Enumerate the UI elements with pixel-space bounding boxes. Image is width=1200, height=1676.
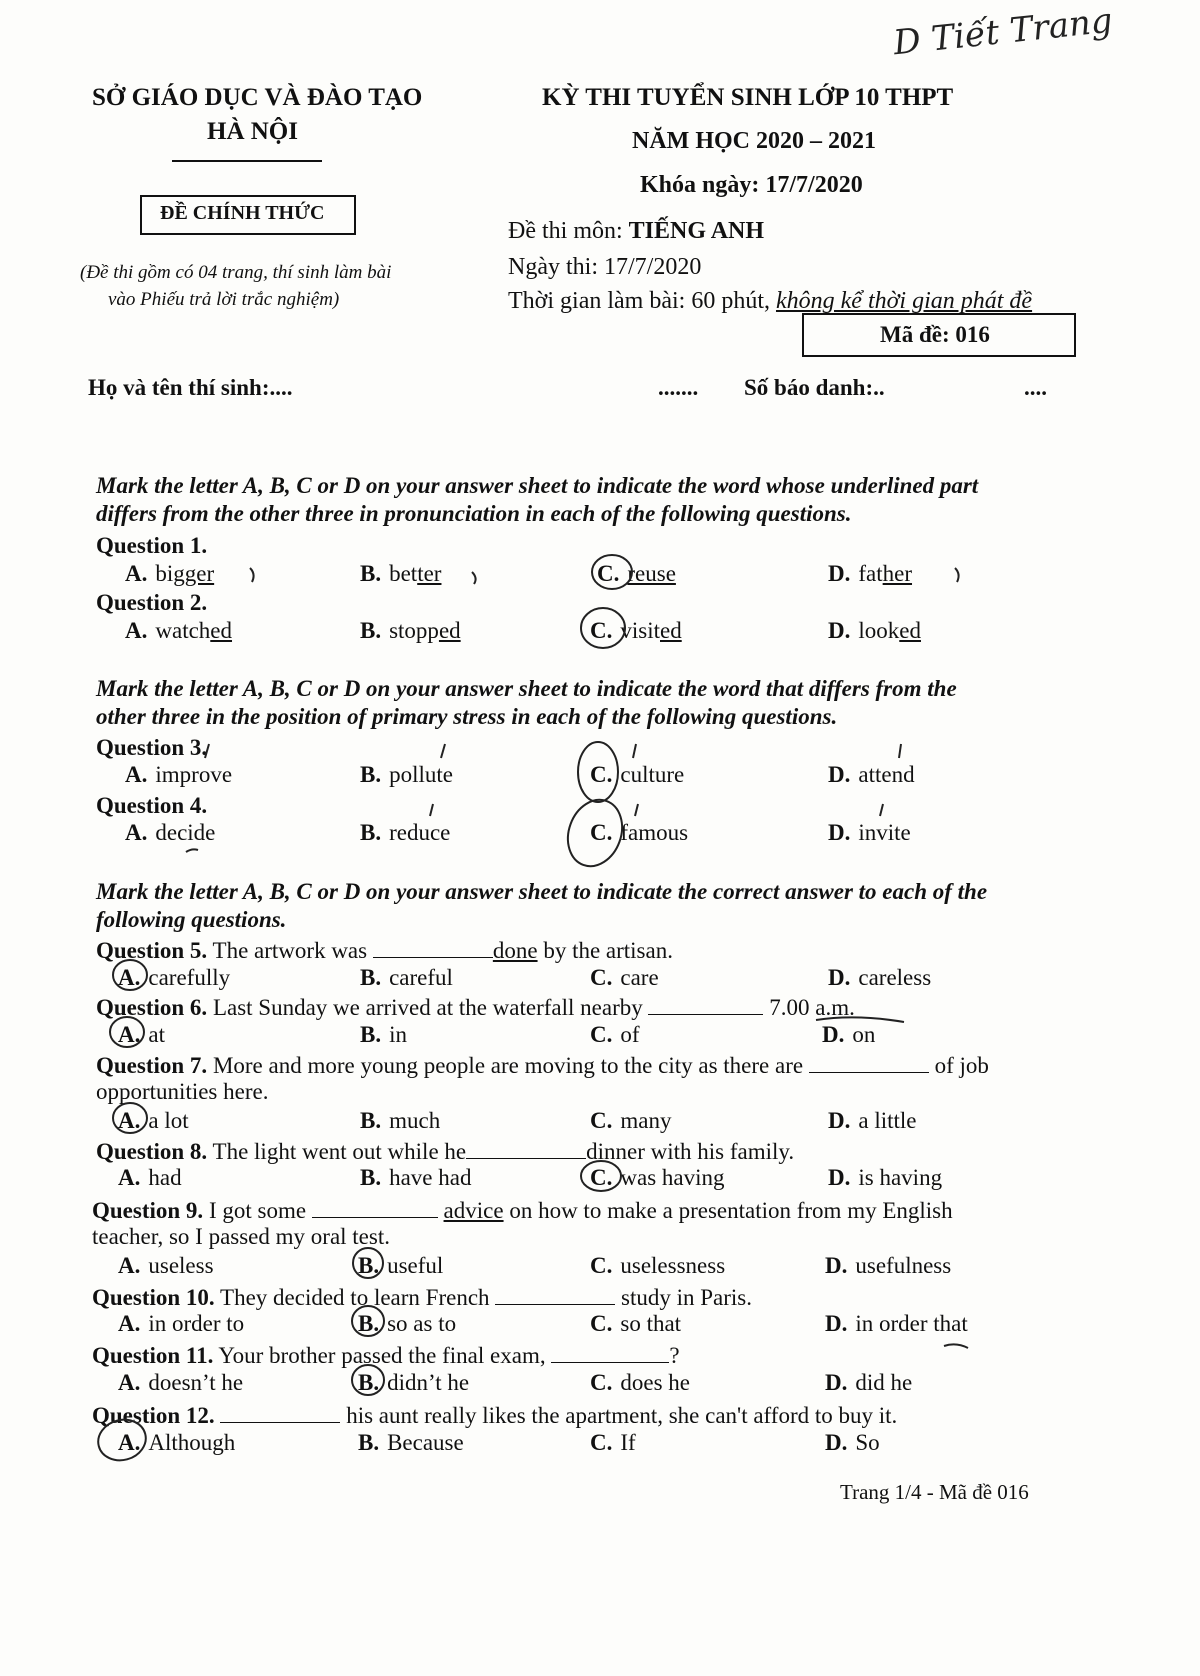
school-year: NĂM HỌC 2020 – 2021 <box>632 128 876 154</box>
answer-circle-q1 <box>592 555 632 589</box>
phonetic-note <box>955 568 959 582</box>
question-10-stem: Question 10. They decided to learn French study in Paris. <box>92 1285 753 1310</box>
answer-circle-q7 <box>113 1103 147 1133</box>
question-1-label: Question 1. <box>96 533 208 558</box>
q9-option-a[interactable]: A. useless <box>118 1253 214 1278</box>
answer-circle-q9 <box>353 1248 383 1278</box>
q2-option-d[interactable]: D. looked <box>828 618 921 643</box>
duration: Thời gian làm bài: 60 phút, <box>508 288 776 314</box>
q2-option-a[interactable]: A. watched <box>125 618 233 643</box>
section1-instruction-line1: Mark the letter A, B, C or D on your answer sheet to indicate the word whose underlined part <box>96 473 979 498</box>
stress-mark <box>899 744 901 758</box>
question-9-stem: Question 9. I got some advice on how to make a presentation from my English <box>92 1198 953 1223</box>
exam-note-line2: vào Phiếu trả lời trắc nghiệm) <box>108 289 340 310</box>
department-city: HÀ NỘI <box>207 118 298 145</box>
question-4-label: Question 4. <box>96 793 208 818</box>
q9-option-b[interactable]: B. useful <box>358 1253 444 1278</box>
q1-option-c[interactable]: C. reuse <box>597 561 676 586</box>
answer-circle-q2 <box>581 608 625 648</box>
subject-name: TIẾNG ANH <box>628 218 765 244</box>
q2-option-c[interactable]: C. visited <box>590 618 682 643</box>
q3-option-c[interactable]: C. culture <box>590 762 685 787</box>
question-7-line2: opportunities here. <box>96 1079 269 1104</box>
answer-circle-q11 <box>352 1365 384 1395</box>
question-5-stem: Question 5. The artwork was done by the artisan. <box>96 938 673 963</box>
section1-instruction-line2: differs from the other three in pronunciation in each of the following questions. <box>96 501 852 526</box>
stress-mark <box>441 744 445 758</box>
answer-circle-q3 <box>578 742 618 802</box>
phonetic-note <box>472 572 476 584</box>
section2-instruction-line2: other three in the position of primary stress in each of the following questions. <box>96 704 838 729</box>
question-7-stem: Question 7. More and more young people are moving to the city as there are of job <box>96 1053 989 1078</box>
q9-option-c[interactable]: C. uselessness <box>590 1253 726 1278</box>
q8-option-b[interactable]: B. have had <box>360 1165 472 1190</box>
q12-option-a[interactable]: A. Although <box>118 1430 236 1455</box>
q10-option-b[interactable]: B. so as to <box>358 1311 457 1336</box>
q9-option-d[interactable]: D. usefulness <box>825 1253 952 1278</box>
q7-option-a[interactable]: A. a lot <box>118 1108 189 1133</box>
q2-option-b[interactable]: B. stopped <box>360 618 461 643</box>
q12-option-c[interactable]: C. If <box>590 1430 636 1455</box>
q12-option-b[interactable]: B. Because <box>358 1430 464 1455</box>
duration-note: không kể thời gian phát đề <box>775 288 1033 314</box>
question-9-line2: teacher, so I passed my oral test. <box>92 1224 390 1249</box>
official-label: ĐỀ CHÍNH THỨC <box>160 202 325 224</box>
handwritten-note: D Tiết Trang <box>891 0 1115 64</box>
q10-option-d[interactable]: D. in order that <box>825 1311 968 1336</box>
q5-option-a[interactable]: A. carefully <box>118 965 231 990</box>
test-date: Ngày thi: 17/7/2020 <box>508 254 702 280</box>
section3-instruction-line2: following questions. <box>96 907 287 932</box>
stress-mark <box>880 804 883 816</box>
q3-option-b[interactable]: B. pollute <box>360 762 453 787</box>
answer-circle-q6 <box>110 1017 144 1047</box>
question-6-stem: Question 6. Last Sunday we arrived at the waterfall nearby 7.00 a.m. <box>96 995 855 1020</box>
stress-mark <box>633 744 636 758</box>
question-8-stem: Question 8. The light went out while he dinner with his family. <box>96 1139 795 1164</box>
correction-stroke <box>944 1344 968 1348</box>
question-12-stem: Question 12. his aunt really likes the apartment, she can't afford to buy it. <box>92 1403 898 1428</box>
student-name-dots: ....... <box>658 375 699 400</box>
exam-title: KỲ THI TUYỂN SINH LỚP 10 THPT <box>542 84 954 111</box>
q5-option-d[interactable]: D. careless <box>828 965 932 990</box>
section2-instruction-line1: Mark the letter A, B, C or D on your answer sheet to indicate the word that differs from the <box>96 676 957 701</box>
stress-mark <box>186 849 198 852</box>
q6-option-b[interactable]: B. in <box>360 1022 407 1047</box>
student-id-label: Số báo danh:.. <box>744 375 885 400</box>
q5-option-b[interactable]: B. careful <box>360 965 453 990</box>
q11-option-d[interactable]: D. did he <box>825 1370 913 1395</box>
exam-code: Mã đề: 016 <box>880 322 990 347</box>
q12-option-d[interactable]: D. So <box>825 1430 880 1455</box>
q3-option-a[interactable]: A. improve <box>125 762 233 787</box>
question-3-label: Question 3. <box>96 735 208 760</box>
phonetic-note <box>250 568 254 582</box>
exam-session: Khóa ngày: 17/7/2020 <box>640 172 863 198</box>
q5-option-c[interactable]: C. care <box>590 965 659 990</box>
q10-option-c[interactable]: C. so that <box>590 1311 682 1336</box>
q6-option-a[interactable]: A. at <box>118 1022 165 1047</box>
q6-option-c[interactable]: C. of <box>590 1022 640 1047</box>
q8-option-d[interactable]: D. is having <box>828 1165 943 1190</box>
q7-option-d[interactable]: D. a little <box>828 1108 917 1133</box>
stress-mark <box>635 804 638 816</box>
question-2-label: Question 2. <box>96 590 208 615</box>
q8-option-a[interactable]: A. had <box>118 1165 182 1190</box>
department-name: SỞ GIÁO DỤC VÀ ĐÀO TẠO <box>92 84 423 111</box>
subject-label: Đề thi môn: <box>508 218 629 244</box>
question-11-stem: Question 11. Your brother passed the final exam, ? <box>92 1343 680 1368</box>
answer-circle-q12 <box>94 1414 151 1465</box>
q4-option-b[interactable]: B. reduce <box>360 820 451 845</box>
q1-option-a[interactable]: A. bigger <box>125 561 215 586</box>
stress-mark <box>205 744 209 758</box>
answer-circle-q4 <box>559 792 631 874</box>
student-name-label: Họ và tên thí sinh:.... <box>88 375 293 400</box>
q11-option-c[interactable]: C. does he <box>590 1370 690 1395</box>
exam-note-line1: (Đề thi gồm có 04 trang, thí sinh làm bài <box>80 262 392 283</box>
answer-circle-q10 <box>352 1306 384 1336</box>
correction-stroke <box>816 1017 904 1022</box>
q6-option-d[interactable]: D. on <box>822 1022 876 1047</box>
q8-option-c[interactable]: C. was having <box>590 1165 725 1190</box>
q3-option-d[interactable]: D. attend <box>828 762 915 787</box>
q1-option-d[interactable]: D. father <box>828 561 913 586</box>
q4-option-d[interactable]: D. invite <box>828 820 911 845</box>
section3-instruction-line1: Mark the letter A, B, C or D on your answer sheet to indicate the correct answer to each of the <box>96 879 988 904</box>
answer-circle-q8 <box>581 1161 621 1191</box>
q11-option-a[interactable]: A. doesn’t he <box>118 1370 244 1395</box>
q4-option-c[interactable]: C. famous <box>590 820 689 845</box>
answer-circle-q5 <box>113 960 147 990</box>
q4-option-a[interactable]: A. decide <box>125 820 216 845</box>
q7-option-c[interactable]: C. many <box>590 1108 672 1133</box>
q1-option-b[interactable]: B. better <box>360 561 442 586</box>
student-id-dots: .... <box>1024 375 1047 400</box>
stress-mark <box>430 804 433 816</box>
q7-option-b[interactable]: B. much <box>360 1108 441 1133</box>
q11-option-b[interactable]: B. didn’t he <box>358 1370 470 1395</box>
page-footer: Trang 1/4 - Mã đề 016 <box>840 1480 1029 1504</box>
q10-option-a[interactable]: A. in order to <box>118 1311 245 1336</box>
